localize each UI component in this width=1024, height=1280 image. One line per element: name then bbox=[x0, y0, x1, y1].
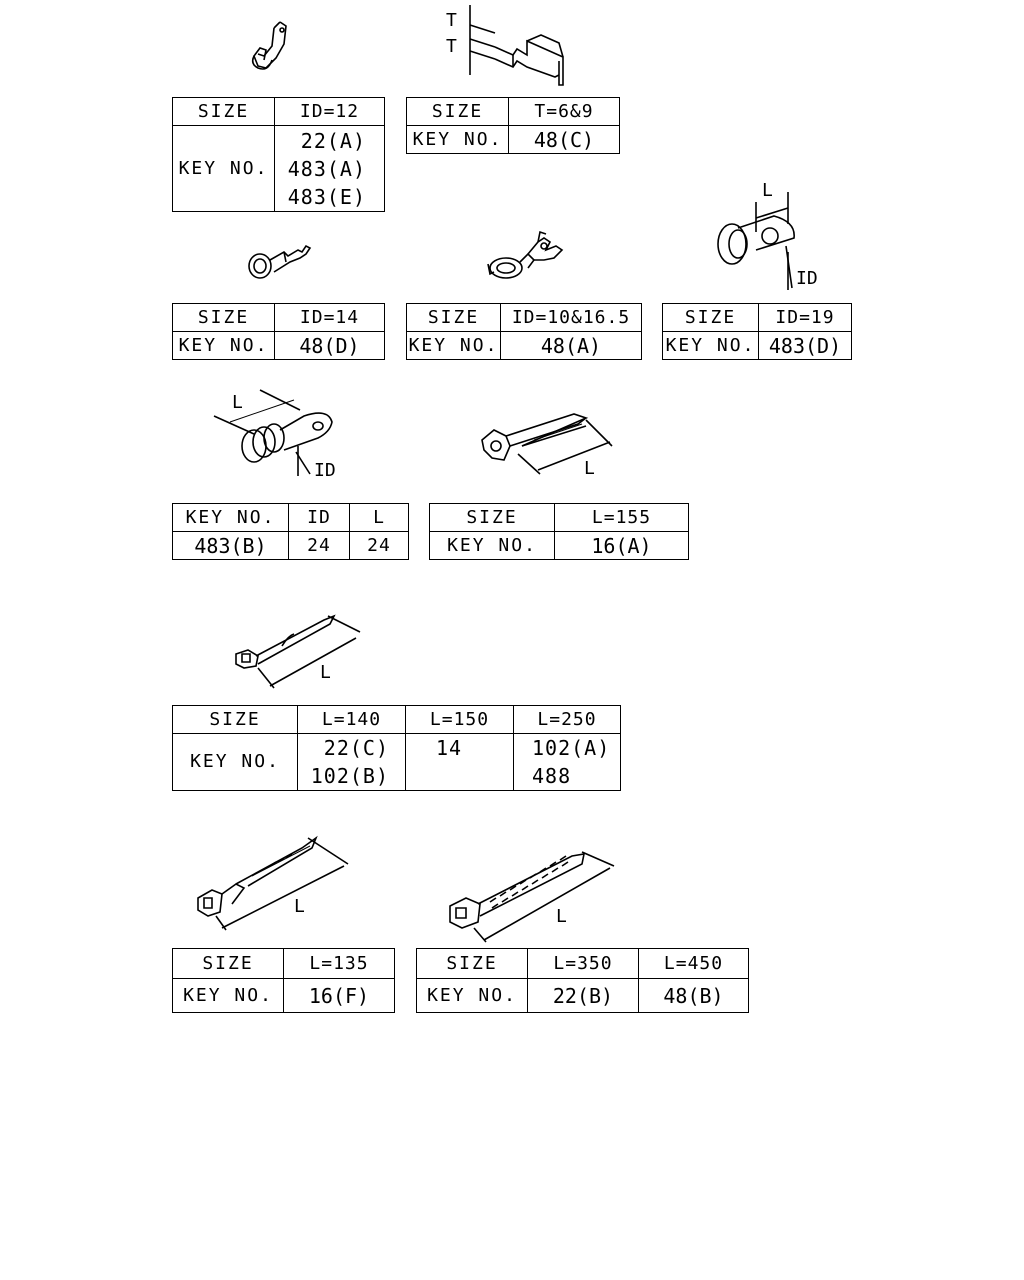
key-value: 48(A) bbox=[501, 332, 642, 360]
key-no-label: KEY NO. bbox=[430, 532, 555, 560]
key-value: 483(E) bbox=[287, 184, 366, 209]
size-label: SIZE bbox=[663, 304, 759, 332]
key-value: 16(A) bbox=[555, 532, 689, 560]
key-no-label: KEY NO. bbox=[173, 332, 275, 360]
id-header: ID bbox=[289, 504, 350, 532]
size-label: SIZE bbox=[430, 504, 555, 532]
table-2 bbox=[406, 97, 620, 154]
key-value: 483(B) bbox=[173, 532, 289, 560]
double-clip-illustration bbox=[240, 18, 300, 78]
key-no-label: KEY NO. bbox=[173, 734, 298, 791]
dim-t-lower: T bbox=[446, 36, 457, 57]
size-value: L=155 bbox=[555, 504, 689, 532]
key-no-label: KEY NO. bbox=[417, 979, 528, 1013]
key-no-label: KEY NO. bbox=[173, 126, 275, 212]
table-8 bbox=[172, 705, 621, 791]
dim-t-upper: T bbox=[446, 10, 457, 31]
table-5 bbox=[662, 303, 852, 360]
size-label: SIZE bbox=[173, 98, 275, 126]
table-7 bbox=[429, 503, 689, 560]
key-no-label: KEY NO. bbox=[663, 332, 759, 360]
key-no-label: KEY NO. bbox=[407, 332, 501, 360]
ladder-tie-illustration bbox=[444, 846, 620, 946]
dim-l-label: L bbox=[320, 662, 331, 683]
size-value: ID=19 bbox=[759, 304, 852, 332]
size-label: SIZE bbox=[417, 949, 528, 979]
key-value: 14 bbox=[436, 736, 463, 760]
size-value: ID=10&16.5 bbox=[501, 304, 642, 332]
table-3 bbox=[172, 303, 385, 360]
cable-tie-illustration bbox=[230, 610, 366, 690]
l-value: 24 bbox=[350, 532, 409, 560]
size-value: T=6&9 bbox=[509, 98, 620, 126]
key-value: 48(B) bbox=[639, 979, 749, 1013]
key-value: 16(F) bbox=[284, 979, 395, 1013]
size-value: L=150 bbox=[406, 706, 514, 734]
size-value: L=250 bbox=[514, 706, 621, 734]
key-no-label: KEY NO. bbox=[173, 979, 284, 1013]
dim-id-label: ID bbox=[314, 460, 336, 481]
dim-l-label: L bbox=[584, 458, 595, 479]
key-value: 102(B) bbox=[310, 764, 389, 788]
size-label: SIZE bbox=[173, 304, 275, 332]
size-value: L=450 bbox=[639, 949, 749, 979]
size-value: ID=12 bbox=[275, 98, 385, 126]
table-4 bbox=[406, 303, 642, 360]
dim-id-label: ID bbox=[796, 268, 818, 289]
table-9 bbox=[172, 948, 395, 1013]
ring-terminal-illustration bbox=[244, 238, 314, 282]
id-value: 24 bbox=[289, 532, 350, 560]
size-label: SIZE bbox=[173, 949, 284, 979]
table-6 bbox=[172, 503, 409, 560]
key-value: 483(A) bbox=[287, 156, 366, 181]
table-1 bbox=[172, 97, 385, 212]
key-value: 22(B) bbox=[528, 979, 639, 1013]
key-value: 22(A) bbox=[300, 128, 366, 153]
size-value: L=140 bbox=[298, 706, 406, 734]
flat-clip-illustration bbox=[455, 5, 575, 90]
size-value: L=350 bbox=[528, 949, 639, 979]
releasable-tie-illustration bbox=[192, 834, 352, 934]
key-values bbox=[298, 734, 406, 791]
strap-band-illustration bbox=[478, 412, 618, 480]
table-10 bbox=[416, 948, 749, 1013]
key-values bbox=[275, 126, 385, 212]
key-values bbox=[514, 734, 621, 791]
dim-l-label: L bbox=[762, 180, 773, 201]
key-value: 483(D) bbox=[759, 332, 852, 360]
key-no-label: KEY NO. bbox=[173, 504, 289, 532]
size-label: SIZE bbox=[173, 706, 298, 734]
p-clip-illustration bbox=[712, 188, 802, 293]
key-value: 102(A) bbox=[532, 736, 611, 760]
key-no-label: KEY NO. bbox=[407, 126, 509, 154]
dim-l-label: L bbox=[294, 896, 305, 917]
dim-l-label: L bbox=[556, 906, 567, 927]
key-values bbox=[406, 734, 514, 791]
key-value: 488 bbox=[532, 764, 572, 788]
size-label: SIZE bbox=[407, 304, 501, 332]
dim-l-label: L bbox=[232, 392, 243, 413]
key-value: 48(C) bbox=[509, 126, 620, 154]
size-value: L=135 bbox=[284, 949, 395, 979]
size-value: ID=14 bbox=[275, 304, 385, 332]
hinged-clamp-illustration bbox=[484, 228, 574, 288]
grommet-clip-illustration bbox=[210, 390, 340, 485]
key-value: 48(D) bbox=[275, 332, 385, 360]
l-header: L bbox=[350, 504, 409, 532]
size-label: SIZE bbox=[407, 98, 509, 126]
key-value: 22(C) bbox=[323, 736, 389, 760]
